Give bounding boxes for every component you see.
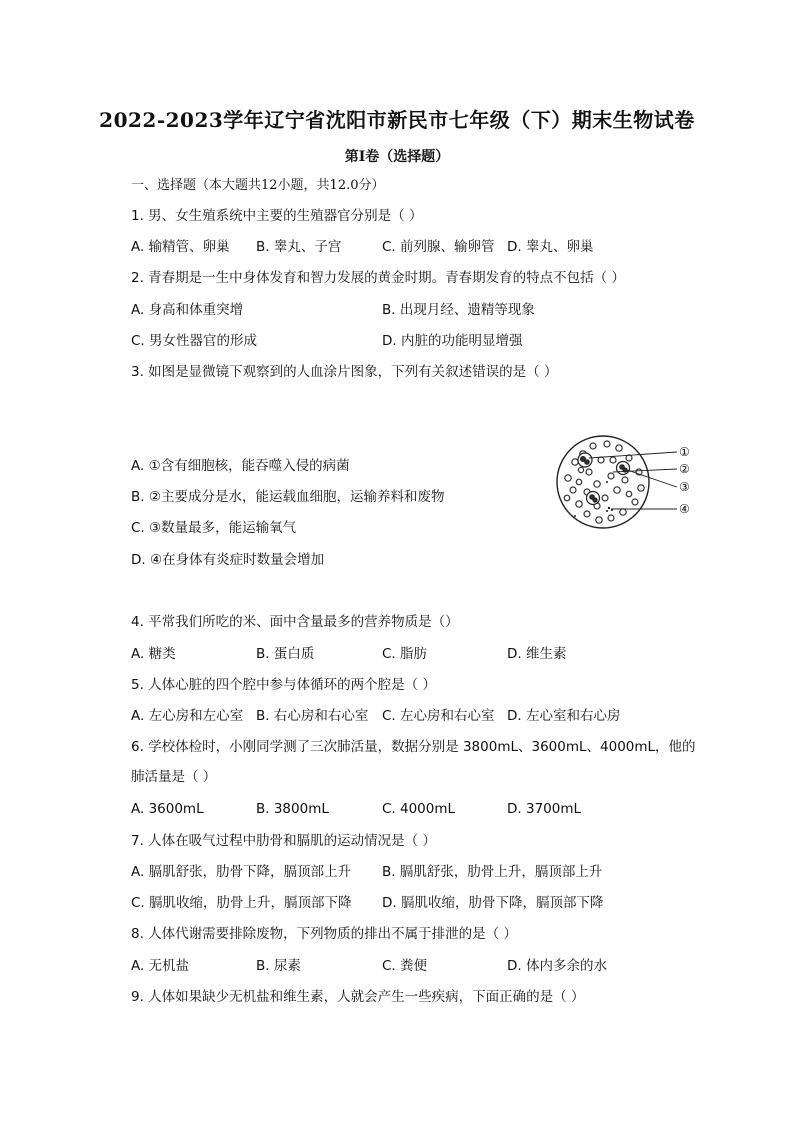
q6-option-b: B. 3800mL bbox=[256, 801, 329, 817]
q3-option-c: C. ③数量最多，能运输氧气 bbox=[131, 520, 297, 536]
figure-label-3: ③ bbox=[679, 480, 690, 494]
question-7-stem: 7. 人体在吸气过程中肋骨和膈肌的运动情况是（ ） bbox=[131, 833, 436, 849]
question-2-stem: 2. 青春期是一生中身体发育和智力发展的黄金时期。青春期发育的特点不包括（ ） bbox=[131, 270, 625, 286]
q1-option-a: A. 输精管、卵巢 bbox=[131, 239, 230, 255]
q1-option-b: B. 睾丸、子宫 bbox=[256, 239, 342, 255]
q6-option-a: A. 3600mL bbox=[131, 801, 204, 817]
q7-option-b: B. 膈肌舒张，肋骨上升，膈顶部上升 bbox=[382, 864, 603, 880]
q3-option-b: B. ②主要成分是水，能运载血细胞，运输养料和废物 bbox=[131, 489, 445, 505]
q3-option-d: D. ④在身体有炎症时数量会增加 bbox=[131, 552, 325, 568]
question-1-stem: 1. 男、女生殖系统中主要的生殖器官分别是（ ） bbox=[131, 208, 423, 224]
q7-option-a: A. 膈肌舒张，肋骨下降，膈顶部上升 bbox=[131, 864, 352, 880]
q2-option-c: C. 男女性器官的形成 bbox=[131, 333, 258, 349]
q4-option-c: C. 脂肪 bbox=[382, 646, 428, 662]
q4-option-d: D. 维生素 bbox=[507, 646, 567, 662]
figure-label-4: ④ bbox=[679, 502, 690, 516]
q8-option-c: C. 粪便 bbox=[382, 958, 428, 974]
question-9-stem: 9. 人体如果缺少无机盐和维生素，人就会产生一些疾病，下面正确的是（ ） bbox=[131, 989, 585, 1005]
exam-subtitle: 第Ⅰ卷（选择题） bbox=[344, 149, 450, 165]
q5-option-a: A. 左心房和左心室 bbox=[131, 708, 244, 724]
question-4-stem: 4. 平常我们所吃的米、面中含量最多的营养物质是（） bbox=[131, 614, 459, 630]
blood-smear-diagram bbox=[553, 432, 698, 532]
q8-option-d: D. 体内多余的水 bbox=[507, 958, 607, 974]
section-heading: 一、选择题（本大题共12小题，共12.0分） bbox=[131, 178, 385, 193]
q1-option-c: C. 前列腺、输卵管 bbox=[382, 239, 495, 255]
q8-option-a: A. 无机盐 bbox=[131, 958, 190, 974]
question-8-stem: 8. 人体代谢需要排除废物，下列物质的排出不属于排泄的是（ ） bbox=[131, 926, 517, 942]
q2-option-d: D. 内脏的功能明显增强 bbox=[382, 333, 523, 349]
q3-option-a: A. ①含有细胞核，能吞噬入侵的病菌 bbox=[131, 458, 350, 474]
q8-option-b: B. 尿素 bbox=[256, 958, 301, 974]
q6-option-c: C. 4000mL bbox=[382, 801, 456, 817]
q2-option-a: A. 身高和体重突增 bbox=[131, 302, 244, 318]
q5-option-b: B. 右心房和右心室 bbox=[256, 708, 369, 724]
exam-title: 2022-2023学年辽宁省沈阳市新民市七年级（下）期末生物试卷 bbox=[99, 108, 695, 132]
question-6-stem: 6. 学校体检时，小刚同学测了三次肺活量，数据分别是 3800mL、3600mL、4000mL，他的 bbox=[131, 739, 696, 755]
q1-option-d: D. 睾丸、卵巢 bbox=[507, 239, 594, 255]
question-6-stem-continued: 肺活量是（ ） bbox=[131, 769, 217, 785]
q4-option-b: B. 蛋白质 bbox=[256, 646, 315, 662]
q7-option-d: D. 膈肌收缩，肋骨下降，膈顶部下降 bbox=[382, 895, 604, 911]
figure-label-1: ① bbox=[679, 445, 690, 459]
q5-option-d: D. 左心室和右心房 bbox=[507, 708, 621, 724]
question-5-stem: 5. 人体心脏的四个腔中参与体循环的两个腔是（ ） bbox=[131, 677, 436, 693]
microscope-field bbox=[557, 436, 649, 528]
q4-option-a: A. 糖类 bbox=[131, 646, 176, 662]
question-3-stem: 3. 如图是显微镜下观察到的人血涂片图象，下列有关叙述错误的是（ ） bbox=[131, 364, 558, 380]
q6-option-d: D. 3700mL bbox=[507, 801, 582, 817]
q2-option-b: B. 出现月经、遗精等现象 bbox=[382, 302, 535, 318]
blood-smear-figure bbox=[553, 432, 698, 532]
q5-option-c: C. 左心房和右心室 bbox=[382, 708, 495, 724]
figure-label-2: ② bbox=[679, 462, 690, 476]
q7-option-c: C. 膈肌收缩，肋骨上升，膈顶部下降 bbox=[131, 895, 352, 911]
